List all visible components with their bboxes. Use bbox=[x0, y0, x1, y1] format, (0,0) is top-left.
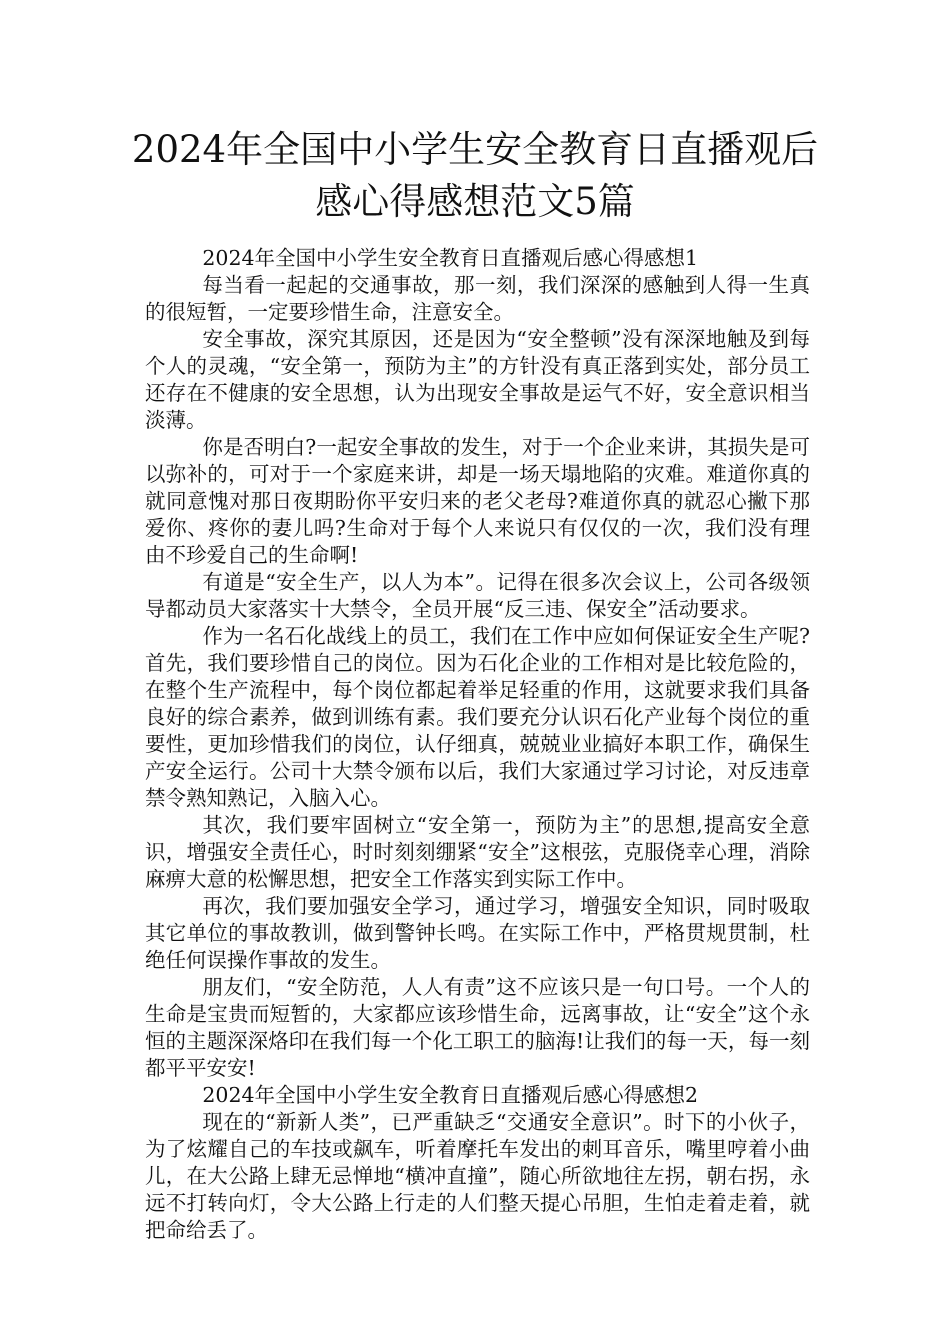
paragraph: 你是否明白?一起安全事故的发生，对于一个企业来讲，其损失是可以弥补的，可对于一个家庭来讲，却是一场天塌地陷的灾难。难道你真的就同意愧对那日夜期盼你平安归来的老父老母?难道你真的就忍心撇下那爱你、疼你的妻儿吗?生命对于每个人来说只有仅仅的一次，我们没有理由不珍爱自己的生命啊! bbox=[145, 435, 810, 567]
paragraph: 再次，我们要加强安全学习，通过学习，增强安全知识，同时吸取其它单位的事故教训，做到警钟长鸣。在实际工作中，严格贯规贯制，杜绝任何误操作事故的发生。 bbox=[145, 894, 810, 972]
paragraph: 其次，我们要牢固树立“安全第一，预防为主”的思想,提高安全意识，增强安全责任心，时时刻刻绷紧“安全”这根弦，克服侥幸心理，消除麻痹大意的松懈思想，把安全工作落实到实际工作中。 bbox=[145, 813, 810, 891]
section-heading-2: 2024年全国中小学生安全教育日直播观后感心得感想2 bbox=[202, 1083, 699, 1107]
document-body bbox=[145, 245, 810, 1244]
paragraph: 作为一名石化战线上的员工，我们在工作中应如何保证安全生产呢?首先，我们要珍惜自己的岗位。因为石化企业的工作相对是比较危险的，在整个生产流程中，每个岗位都起着举足轻重的作用，这就要求我们具备良好的综合素养，做到训练有素。我们要充分认识石化产业每个岗位的重要性，更加珍惜我们的岗位，认仔细真，兢兢业业搞好本职工作，确保生产安全运行。公司十大禁令颁布以后，我们大家通过学习讨论，对反违章禁令熟知熟记，入脑入心。 bbox=[145, 624, 810, 810]
paragraph: 现在的“新新人类”，已严重缺乏“交通安全意识”。时下的小伙子，为了炫耀自己的车技或飙车，听着摩托车发出的刺耳音乐，嘴里哼着小曲儿，在大公路上肆无忌惮地“横冲直撞”，随心所欲地往左拐，朝右拐，永远不打转向灯，令大公路上行走的人们整天提心吊胆，生怕走着走着，就把命给丢了。 bbox=[145, 1110, 810, 1242]
section-heading-1: 2024年全国中小学生安全教育日直播观后感心得感想1 bbox=[202, 246, 699, 270]
paragraph: 安全事故，深究其原因，还是因为“安全整顿”没有深深地触及到每个人的灵魂，“安全第一，预防为主”的方针没有真正落到实处，部分员工还存在不健康的安全思想，认为出现安全事故是运气不好，安全意识相当淡薄。 bbox=[145, 327, 810, 432]
paragraph: 每当看一起起的交通事故，那一刻，我们深深的感触到人得一生真的很短暂，一定要珍惜生命，注意安全。 bbox=[145, 273, 810, 324]
title-line-2: 感心得感想范文5篇 bbox=[315, 180, 635, 223]
document-title bbox=[120, 124, 830, 228]
title-line-1: 2024年全国中小学生安全教育日直播观后 bbox=[131, 128, 819, 171]
paragraph: 朋友们，“安全防范，人人有责”这不应该只是一句口号。一个人的生命是宝贵而短暂的，大家都应该珍惜生命，远离事故，让“安全”这个永恒的主题深深烙印在我们每一个化工职工的脑海!让我们的每一天，每一刻都平平安安! bbox=[145, 975, 810, 1080]
paragraph: 有道是“安全生产，以人为本”。记得在很多次会议上，公司各级领导都动员大家落实十大禁令，全员开展“反三违、保安全”活动要求。 bbox=[145, 570, 810, 621]
